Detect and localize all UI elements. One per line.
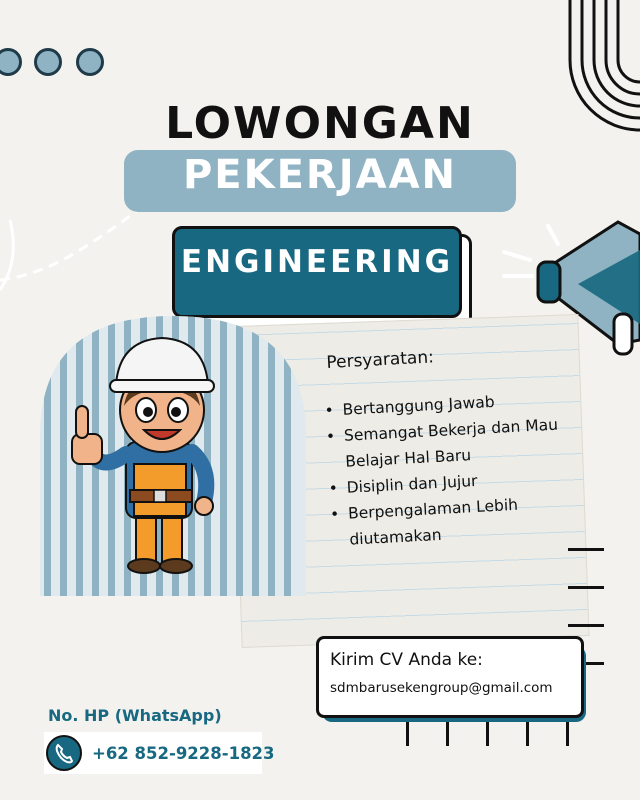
cv-label: Kirim CV Anda ke: bbox=[330, 650, 483, 670]
requirements-list bbox=[320, 384, 588, 553]
worker-illustration bbox=[64, 330, 244, 580]
decor-tick bbox=[568, 624, 604, 627]
title-lowongan: LOWONGAN bbox=[165, 98, 475, 149]
phone-number[interactable]: +62 852-9228-1823 bbox=[92, 744, 275, 763]
decor-tick bbox=[568, 586, 604, 589]
decor-tick bbox=[566, 720, 569, 746]
requirement-item: • Bertanggung Jawab bbox=[320, 384, 581, 424]
decor-tick bbox=[568, 548, 604, 551]
requirement-item: • Semangat Bekerja dan Mau Belajar Hal Baru bbox=[321, 410, 583, 476]
title-pekerjaan: PEKERJAAN bbox=[182, 152, 458, 198]
phone-icon bbox=[46, 735, 82, 771]
requirements-heading: Persyaratan: bbox=[326, 347, 435, 373]
decor-dot bbox=[0, 48, 22, 76]
title-engineering: ENGINEERING bbox=[180, 244, 454, 280]
requirement-item: • Disiplin dan Jujur bbox=[324, 462, 585, 502]
decor-dot bbox=[34, 48, 62, 76]
requirement-item: • Berpengalaman Lebih diutamakan bbox=[325, 488, 587, 554]
decor-tick bbox=[526, 720, 529, 746]
decor-dot bbox=[76, 48, 104, 76]
cv-email[interactable]: sdmbarusekengroup@gmail.com bbox=[330, 680, 553, 696]
cv-box bbox=[316, 636, 584, 718]
contact-label: No. HP (WhatsApp) bbox=[48, 706, 222, 725]
decor-tick bbox=[486, 720, 489, 746]
decor-tick bbox=[446, 720, 449, 746]
decor-tick bbox=[406, 720, 409, 746]
